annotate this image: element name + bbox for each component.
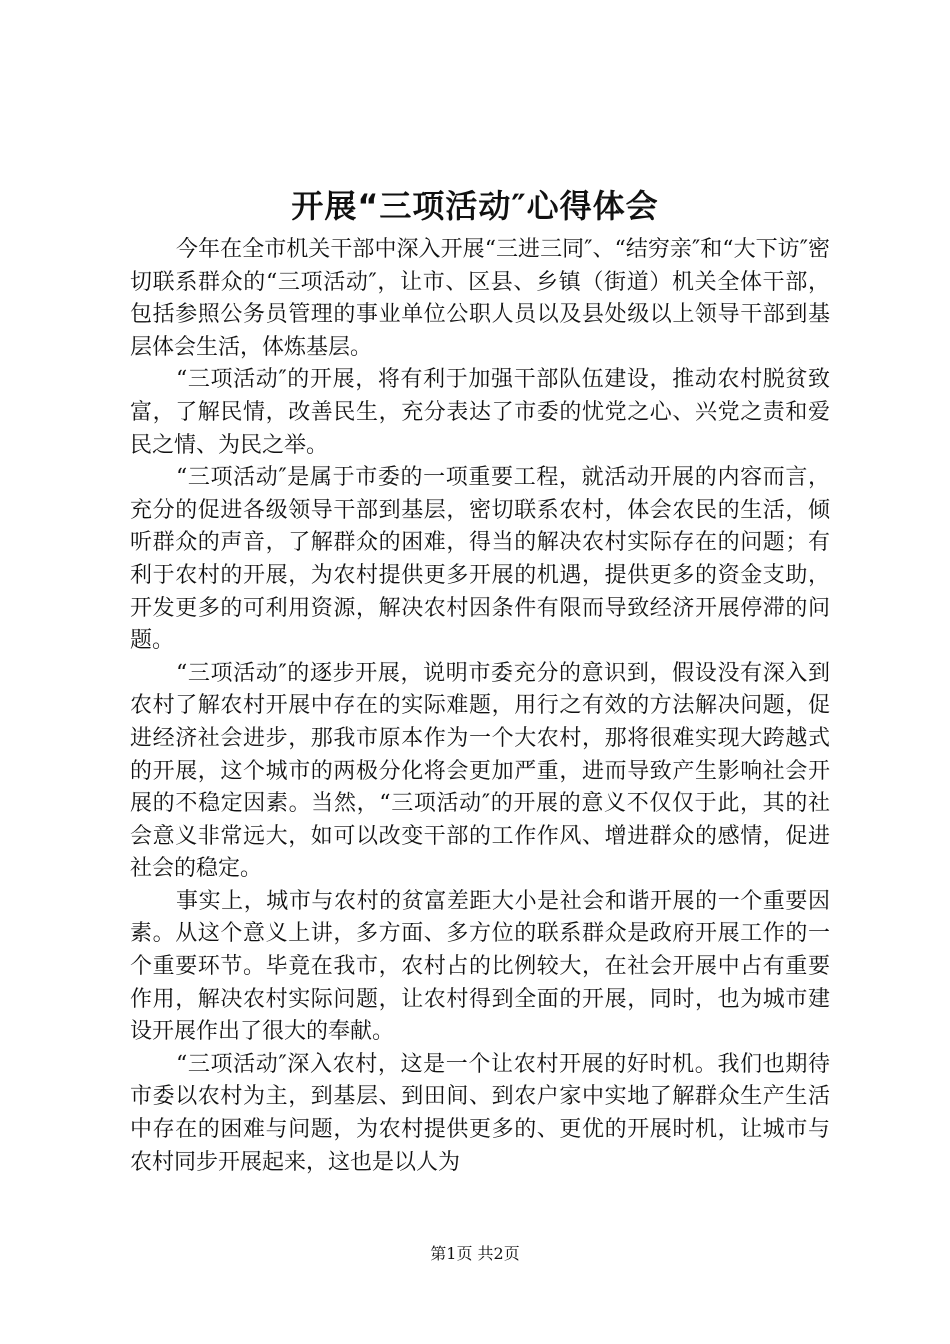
document-body [130,234,830,1179]
paragraph-4: “三项活动″的逐步开展，说明市委充分的意识到，假设没有深入到农村了解农村开展中存在的实际难题，用行之有效的方法解决问题，促进经济社会进步，那我市原本作为一个大农村，那将很难实现大跨越式的开展，这个城市的两极分化将会更加严重，进而导致产生影响社会开展的不稳定因素。当然，“三项活动″的开展的意义不仅仅于此，其的社会意义非常远大，如可以改变干部的工作作风、增进群众的感情，促进社会的稳定。 [130,660,830,882]
paragraph-2: “三项活动″的开展，将有利于加强干部队伍建设，推动农村脱贫致富，了解民情，改善民生，充分表达了市委的忧党之心、兴党之责和爱民之情、为民之举。 [130,367,830,458]
paragraph-1: 今年在全市机关干部中深入开展“三进三同″、“结穷亲″和“大下访″密切联系群众的“三项活动″，让市、区县、乡镇（街道）机关全体干部，包括参照公务员管理的事业单位公职人员以及县处级以上领导干部到基层体会生活，体炼基层。 [130,237,830,360]
paragraph-3: “三项活动″是属于市委的一项重要工程，就活动开展的内容而言，充分的促进各级领导干部到基层，密切联系农村，体会农民的生活，倾听群众的声音，了解群众的困难，得当的解决农村实际存在的问题；有利于农村的开展，为农村提供更多开展的机遇，提供更多的资金支助，开发更多的可利用资源，解决农村因条件有限而导致经济开展停滞的问题。 [130,465,830,654]
paragraph-6: “三项活动″深入农村，这是一个让农村开展的好时机。我们也期待市委以农村为主，到基层、到田间、到农户家中实地了解群众生产生活中存在的困难与问题，为农村提供更多的、更优的开展时机，让城市与农村同步开展起来，这也是以人为 [130,1051,830,1175]
paragraph-5: 事实上，城市与农村的贫富差距大小是社会和谐开展的一个重要因素。从这个意义上讲，多方面、多方位的联系群众是政府开展工作的一个重要环节。毕竟在我市，农村占的比例较大，在社会开展中占有重要作用，解决农村实际问题，让农村得到全面的开展，同时，也为城市建设开展作出了很大的奉献。 [130,888,830,1045]
document-title: 开展“三项活动″心得体会 [291,187,659,225]
page-number-footer: 第1页 共2页 [430,1244,520,1263]
